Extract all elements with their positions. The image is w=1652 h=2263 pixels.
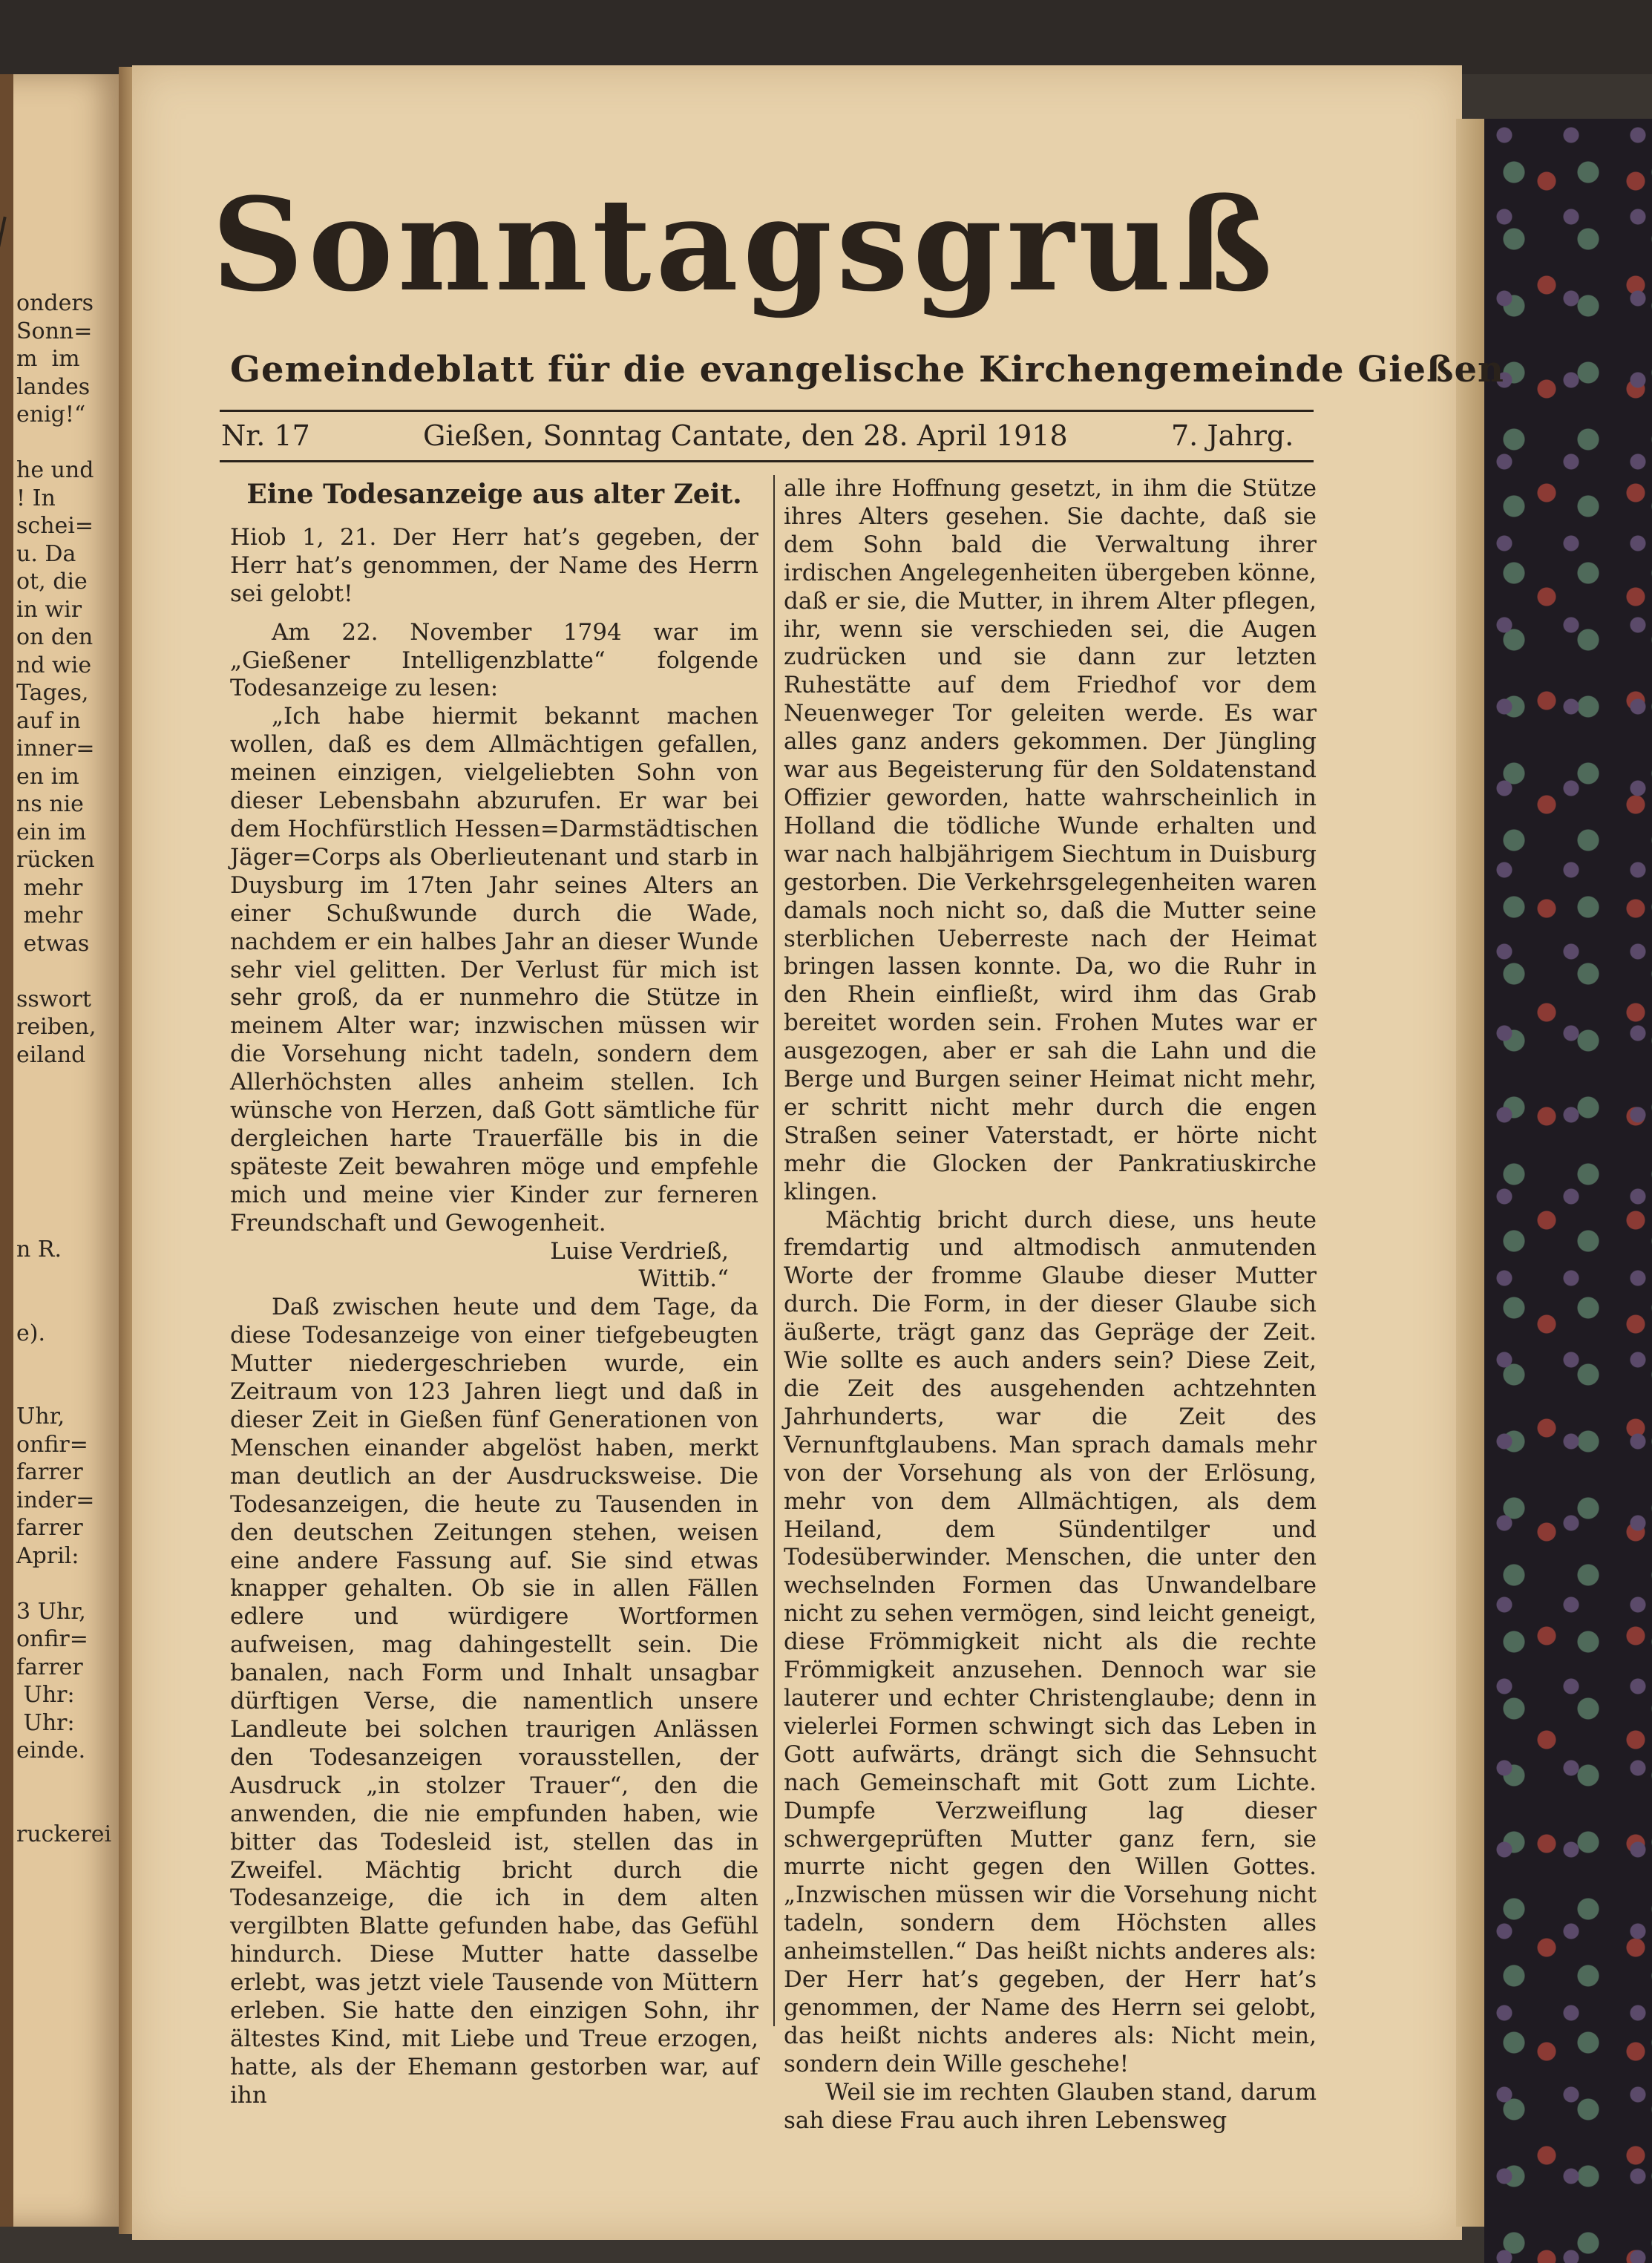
left-page-line: April:	[16, 1542, 79, 1569]
newspaper-subtitle: Gemeindeblatt für die evangelische Kirchengemeinde Gießen	[230, 349, 1504, 390]
article-paragraph-3: Daß zwischen heute und dem Tage, da diese Todesanzeige von einer tiefgebeugten Mutter niedergeschrieben wurde, ein Zeitraum von 123 Jahren liegt und daß in dieser Zeit in Gießen fünf Generationen von Menschen einander abgelöst haben, merkt man deutlich an der Ausdrucksweise. Die Todesanzeigen, die heute zu Tausenden in den deutschen Zeitungen stehen, weisen eine andere Fassung auf. Sie sind etwas knapper gehalten. Ob sie in allen Fällen edlere und würdigere Wortformen aufweisen, mag dahingestellt sein. Die banalen, nach Form und Inhalt unsagbar dürftigen Verse, die namentlich unsere Landleute bei solchen traurigen Anlässen den Todesanzeigen vorausstellen, der Ausdruck „in stolzer Trauer“, den die anwenden, die nie empfunden haben, wie bitter das Todesleid ist, stellen das in Zweifel. Mächtig bricht durch die Todesanzeige, die ich in dem alten vergilbten Blatte gefunden habe, das Gefühl hindurch. Diese Mutter hatte dasselbe erlebt, was jetzt viele Tausende von Müttern erleben. Sie hatte den einzigen Sohn, ihr ältestes Kind, mit Liebe und Treue erzogen, hatte, als der Ehemann gestorben war, auf ihn	[230, 1294, 758, 2109]
left-page-line: Uhr:	[16, 1682, 75, 1708]
page-stack-edge	[1456, 119, 1486, 2227]
left-page-line: onders	[16, 290, 94, 316]
left-page-line: u. Da	[16, 540, 76, 567]
left-page-line: farrer	[16, 1459, 83, 1485]
left-page-line: ein im	[16, 819, 87, 845]
header-rule-top	[220, 410, 1314, 412]
article-paragraph-1: Am 22. November 1794 war im „Gießener Intelligenzblatte“ folgende Todesanzeige zu lesen:	[230, 618, 758, 702]
column-divider	[773, 475, 775, 2026]
article-paragraph-2: „Ich habe hiermit bekannt machen wollen, daß es dem Allmächtigen gefallen, meinen einzigen, vielgeliebten Sohn von dieser Lebensbahn abzurufen. Er war bei dem Hochfürstlich Hessen=Darmstädtischen Jäger=Corps als Oberlieutenant und starb in Duysburg im 17ten Jahr seines Alters an einer Schußwunde durch die Wade, nachdem er ein halbes Jahr an dieser Wunde sehr viel gelitten. Der Verlust für mich ist sehr groß, da er nunmehro die Stütze in meinem Alter war; inzwischen müssen wir die Vorsehung nicht tadeln, sondern dem Allerhöchsten alles anheim stellen. Ich wünsche von Herzen, daß Gott sämtliche für dergleichen harte Trauerfälle bis in die späteste Zeit bewahren möge und empfehle mich und meine vier Kinder zur ferneren Freundschaft und Gewogenheit.	[230, 703, 758, 1237]
issue-year: 7. Jahrg.	[1171, 419, 1294, 452]
left-page-line: mehr	[16, 903, 83, 929]
left-page-line: Uhr,	[16, 1404, 65, 1429]
article-paragraph-4: alle ihre Hoffnung gesetzt, in ihm die Stütze ihres Alters gesehen. Sie dachte, daß sie dem Sohn bald die Verwaltung ihrer irdischen Angelegenheiten übergeben könne, daß er sie, die Mutter, in ihrem Alter pflegen, ihr, wenn sie verschieden sei, die Augen zudrücken und sie dann zur letzten Ruhestätte auf dem Friedhof vor dem Neuenweger Tor geleiten werde. Es war alles ganz anders gekommen. Der Jüngling war aus Begeisterung für den Soldatenstand Offizier geworden, hatte wahrscheinlich in Holland die tödliche Wunde erhalten und war nach halbjährigem Siechtum in Duisburg gestorben. Die Verkehrsgelegenheiten waren damals noch nicht so, daß die Mutter seine sterblichen Ueberreste nach der Heimat bringen lassen konnte. Da, wo die Ruhr in den Rhein einfließt, wird ihm das Grab bereitet worden sein. Frohen Mutes war er ausgezogen, aber er sah die Lahn und die Berge und Burgen seiner Heimat nicht mehr, er schritt nicht mehr durch die engen Straßen seiner Vaterstadt, er hörte nicht mehr die Glocken der Pankratiuskirche klingen.	[784, 475, 1317, 1205]
left-page-line: onfir=	[16, 1626, 88, 1652]
article-paragraph-6: Weil sie im rechten Glauben stand, darum sah diese Frau auch ihren Lebensweg	[784, 2078, 1317, 2134]
left-page-line: schei=	[16, 513, 94, 539]
marbled-cover	[1484, 119, 1652, 2263]
issue-place-date: Gießen, Sonntag Cantate, den 28. April 1918	[423, 419, 1068, 452]
left-page-line: eiland	[16, 1041, 86, 1068]
left-page-line: he und	[16, 457, 94, 483]
article-heading: Eine Todesanzeige aus alter Zeit.	[246, 479, 742, 510]
article-column-right	[784, 475, 1317, 2135]
left-page-line: Tages,	[16, 680, 89, 706]
left-page-line: etwas	[16, 930, 90, 957]
signature-name: Luise Verdrieß,	[550, 1237, 729, 1265]
signature-title: Wittib.“	[638, 1265, 729, 1293]
left-page-line: onfir=	[16, 1431, 88, 1458]
left-page-line: inner=	[16, 736, 95, 762]
left-page-line: on den	[16, 624, 94, 650]
left-page-line: reiben,	[16, 1014, 96, 1040]
left-page-line: rücken	[16, 847, 95, 873]
header-rule-bottom	[220, 460, 1314, 462]
left-page-line: Sonn=	[16, 318, 93, 344]
issue-number: Nr. 17	[221, 419, 310, 452]
left-page-line: 3 Uhr,	[16, 1598, 86, 1625]
left-page-fragment	[0, 74, 122, 2227]
left-page-line: farrer	[16, 1654, 83, 1680]
left-page-line: farrer	[16, 1515, 83, 1541]
left-page-line: en im	[16, 763, 79, 790]
left-page-line: ot, die	[16, 569, 88, 595]
article-column-left	[230, 481, 758, 2110]
left-page-line: ruckerei	[16, 1821, 112, 1847]
left-page-line: Uhr:	[16, 1709, 75, 1736]
left-page-line: in wir	[16, 596, 82, 623]
left-page-line: auf in	[16, 707, 81, 734]
background-top	[0, 0, 1652, 74]
left-page-line: inder=	[16, 1487, 95, 1513]
left-page-edge	[0, 74, 13, 2227]
left-page-line: sswort	[16, 986, 91, 1012]
left-page-line: mehr	[16, 874, 83, 901]
masthead	[197, 169, 1317, 362]
left-page-line: landes	[16, 373, 91, 400]
article-paragraph-5: Mächtig bricht durch diese, uns heute fremdartig und altmodisch anmutenden Worte der fromme Glaube dieser Mutter durch. Die Form, in der dieser Glaube sich äußerte, trägt ganz das Gepräge der Zeit. Wie sollte es auch anders sein? Diese Zeit, die Zeit des ausgehenden achtzehnten Jahrhunderts, war die Zeit des Vernunftglaubens. Man sprach damals mehr von der Vorsehung als von der Erlösung, mehr von dem Allmächtigen, als dem Heiland, dem Sündentilger und Todesüberwinder. Menschen, die unter den wechselnden Formen das Unwandelbare nicht zu sehen vermögen, sind leicht geneigt, diese Frömmigkeit nicht als die rechte Frömmigkeit anzusehen. Dennoch war sie lauterer und echter Christenglaube; denn in vielerlei Formen schwingt sich das Leben in Gott aufwärts, drängt sich die Sehnsucht nach Gemeinschaft mit Gott zum Lichte. Dumpfe Verzweiflung lag dieser schwergeprüften Mutter ganz fern, sie murrte nicht gegen den Willen Gottes. „Inzwischen müssen wir die Vorsehung nicht tadeln, sondern dem Höchsten alles anheimstellen.“ Das heißt nichts anderes als: Der Herr hat’s gegeben, der Herr hat’s genommen, der Name des Herrn sei gelobt, das heißt nichts anderes als: Nicht mein, sondern dein Wille geschehe!	[784, 1206, 1317, 2077]
left-page-line: nd wie	[16, 652, 92, 678]
left-page-line: einde.	[16, 1738, 86, 1763]
left-page-line: m im	[16, 346, 80, 372]
left-page-line: enig!“	[16, 402, 86, 428]
left-page-line: n R.	[16, 1237, 62, 1263]
bible-verse: Hiob 1, 21. Der Herr hat’s gegeben, der Herr hat’s genommen, der Name des Herrn sei gelobt!	[230, 523, 758, 607]
left-page-line: ns nie	[16, 791, 84, 817]
left-page-line: e).	[16, 1320, 45, 1346]
newspaper-title: Sonntagsgruß	[212, 169, 1277, 320]
left-page-line: ! In	[16, 485, 56, 511]
